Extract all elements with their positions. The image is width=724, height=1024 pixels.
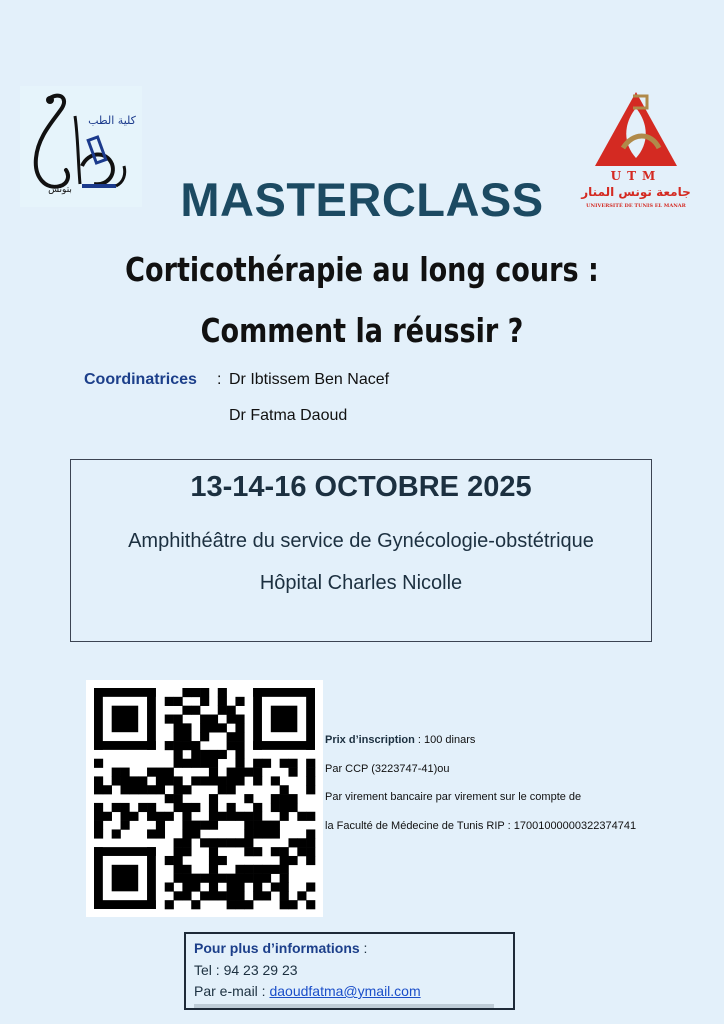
qr-module xyxy=(200,821,209,830)
qr-module xyxy=(94,847,103,909)
qr-module xyxy=(227,838,236,847)
email-label: Par e-mail : xyxy=(194,983,270,999)
qr-module xyxy=(209,838,218,847)
qr-module xyxy=(200,759,209,768)
qr-module xyxy=(271,776,280,785)
qr-module xyxy=(209,715,218,724)
page-title: MASTERCLASS xyxy=(180,173,544,226)
qr-module xyxy=(209,794,218,803)
qr-module xyxy=(244,900,253,909)
ccp-line: Par CCP (3223747-41)ou xyxy=(325,763,450,775)
qr-module xyxy=(235,732,244,741)
qr-module xyxy=(174,891,183,900)
qr-module xyxy=(271,847,280,856)
info-title-suffix: : xyxy=(359,940,368,956)
qr-module xyxy=(209,723,218,732)
qr-module xyxy=(244,821,253,830)
qr-module xyxy=(235,697,244,706)
info-box xyxy=(184,932,515,1010)
qr-module xyxy=(262,829,271,838)
qr-module xyxy=(271,882,280,891)
qr-module xyxy=(147,847,156,909)
qr-module xyxy=(253,829,262,838)
qr-module xyxy=(174,732,183,741)
logo-right-latin: UNIVERSITÉ DE TUNIS EL MANAR xyxy=(586,203,686,209)
qr-code-icon[interactable] xyxy=(86,680,323,917)
qr-module xyxy=(288,856,297,865)
qr-module xyxy=(227,812,236,821)
qr-module xyxy=(174,785,183,794)
qr-module xyxy=(280,785,289,794)
qr-module xyxy=(138,776,147,785)
price-value: : 100 dinars xyxy=(414,734,476,746)
qr-module xyxy=(165,856,174,865)
qr-module xyxy=(174,759,183,768)
qr-module xyxy=(94,741,156,750)
subtitle-line-2: Comment la réussir ? xyxy=(200,311,524,350)
qr-module xyxy=(94,688,103,750)
qr-module xyxy=(209,776,218,785)
qr-module xyxy=(129,776,138,785)
qr-module xyxy=(288,803,297,812)
qr-module xyxy=(235,750,244,759)
qr-module xyxy=(200,750,209,759)
coordinators-separator: : xyxy=(217,371,222,388)
qr-module xyxy=(227,732,236,741)
qr-module xyxy=(297,812,306,821)
qr-module xyxy=(288,794,297,803)
qr-module xyxy=(253,882,262,891)
qr-module xyxy=(94,847,156,856)
qr-module xyxy=(253,768,262,777)
qr-module xyxy=(94,688,156,697)
qr-module xyxy=(306,759,315,768)
qr-module xyxy=(112,803,121,812)
qr-module xyxy=(174,874,183,883)
qr-module xyxy=(227,785,236,794)
qr-module xyxy=(174,838,183,847)
qr-module xyxy=(112,706,139,733)
qr-module xyxy=(227,882,236,891)
qr-module xyxy=(253,891,262,900)
qr-module xyxy=(280,794,289,803)
qr-module xyxy=(156,768,165,777)
info-title-label: Pour plus d’informations xyxy=(194,940,360,956)
logo-left-arabic: كلية الطب xyxy=(88,114,136,127)
qr-module xyxy=(209,856,218,865)
qr-module xyxy=(227,776,236,785)
qr-module xyxy=(174,794,183,803)
qr-module xyxy=(235,891,244,900)
qr-module xyxy=(147,785,156,794)
qr-module xyxy=(218,706,227,715)
qr-module xyxy=(165,812,174,821)
qr-module xyxy=(156,821,165,830)
qr-module xyxy=(174,847,183,856)
qr-module xyxy=(182,741,191,750)
qr-module xyxy=(209,768,218,777)
rip-line: la Faculté de Médecine de Tunis RIP : 17001000000322374741 xyxy=(325,820,637,832)
qr-module xyxy=(165,900,174,909)
qr-module xyxy=(262,821,271,830)
info-email-line xyxy=(194,983,421,999)
qr-module xyxy=(280,847,289,856)
qr-module xyxy=(182,812,191,821)
qr-module xyxy=(147,768,156,777)
qr-module xyxy=(280,874,289,883)
qr-module xyxy=(209,891,218,900)
qr-module xyxy=(191,882,200,891)
qr-module xyxy=(147,688,156,750)
qr-module xyxy=(209,812,218,821)
qr-module xyxy=(147,829,156,838)
qr-module xyxy=(235,768,244,777)
qr-module xyxy=(191,776,200,785)
qr-module xyxy=(306,776,315,785)
qr-module xyxy=(235,882,244,891)
qr-module xyxy=(147,803,156,812)
qr-module xyxy=(209,847,218,856)
qr-module xyxy=(253,776,262,785)
qr-module xyxy=(209,750,218,759)
qr-module xyxy=(182,882,191,891)
qr-module xyxy=(253,821,262,830)
qr-module xyxy=(306,847,315,856)
qr-module xyxy=(182,706,191,715)
qr-module xyxy=(280,882,289,891)
qr-module xyxy=(121,812,130,821)
qr-module xyxy=(147,812,156,821)
qr-module xyxy=(235,900,244,909)
qr-module xyxy=(103,812,112,821)
qr-module xyxy=(227,706,236,715)
qr-module xyxy=(191,900,200,909)
qr-module xyxy=(121,821,130,830)
qr-module xyxy=(200,697,209,706)
qr-module xyxy=(174,776,183,785)
qr-module xyxy=(244,874,253,883)
qr-module xyxy=(306,688,315,750)
qr-module xyxy=(288,900,297,909)
qr-module xyxy=(174,741,183,750)
qr-module xyxy=(191,759,200,768)
qr-module xyxy=(280,900,289,909)
qr-module xyxy=(297,847,306,856)
qr-module xyxy=(244,768,253,777)
qr-module xyxy=(218,856,227,865)
qr-module xyxy=(288,838,297,847)
qr-module xyxy=(253,759,262,768)
qr-module xyxy=(209,874,218,883)
info-phone: Tel : 94 23 29 23 xyxy=(194,962,298,978)
qr-module xyxy=(191,706,200,715)
qr-module xyxy=(262,759,271,768)
qr-module xyxy=(306,838,315,847)
qr-module xyxy=(244,838,253,847)
logo-right-letters: UTM xyxy=(610,169,662,183)
qr-module xyxy=(165,776,174,785)
qr-module xyxy=(262,874,271,883)
qr-module xyxy=(253,741,315,750)
qr-module xyxy=(200,838,209,847)
qr-module xyxy=(112,865,139,892)
qr-module xyxy=(306,785,315,794)
qr-module xyxy=(306,829,315,838)
qr-module xyxy=(121,768,130,777)
qr-module xyxy=(174,865,183,874)
qr-module xyxy=(191,874,200,883)
qr-module xyxy=(182,732,191,741)
qr-module xyxy=(209,821,218,830)
qr-module xyxy=(174,715,183,724)
qr-module xyxy=(200,723,209,732)
qr-module xyxy=(209,882,218,891)
qr-module xyxy=(218,812,227,821)
qr-module xyxy=(200,688,209,697)
qr-module xyxy=(174,697,183,706)
qr-module xyxy=(227,803,236,812)
qr-module xyxy=(94,803,103,812)
qr-module xyxy=(182,723,191,732)
qr-module xyxy=(121,785,130,794)
qr-module xyxy=(280,891,289,900)
qr-module xyxy=(271,821,280,830)
qr-module xyxy=(182,759,191,768)
qr-module xyxy=(165,715,174,724)
qr-module xyxy=(297,838,306,847)
qr-module xyxy=(306,882,315,891)
coordinators-label: Coordinatrices xyxy=(84,371,197,388)
qr-module xyxy=(191,803,200,812)
qr-module xyxy=(235,715,244,724)
qr-module xyxy=(138,803,147,812)
qr-module xyxy=(165,794,174,803)
qr-module xyxy=(235,776,244,785)
qr-module xyxy=(235,865,244,874)
qr-module xyxy=(306,812,315,821)
qr-module xyxy=(262,891,271,900)
qr-module xyxy=(306,768,315,777)
qr-module xyxy=(227,715,236,724)
qr-module xyxy=(218,776,227,785)
qr-module xyxy=(182,891,191,900)
qr-module xyxy=(227,891,236,900)
event-details-box xyxy=(70,459,652,642)
logo-left-city: بتونس xyxy=(48,185,72,195)
qr-module xyxy=(94,829,103,838)
qr-module xyxy=(253,803,262,812)
qr-module xyxy=(280,803,289,812)
qr-module xyxy=(235,723,244,732)
qr-module xyxy=(121,776,130,785)
qr-module xyxy=(209,803,218,812)
qr-module xyxy=(227,768,236,777)
qr-module xyxy=(156,776,165,785)
coordinator-name: Dr Fatma Daoud xyxy=(229,407,348,424)
qr-module xyxy=(218,750,227,759)
qr-module xyxy=(253,865,262,874)
email-link[interactable]: daoudfatma@ymail.com xyxy=(269,983,421,999)
qr-module xyxy=(271,803,280,812)
qr-module xyxy=(156,785,165,794)
qr-module xyxy=(253,847,262,856)
qr-module xyxy=(200,715,209,724)
qr-module xyxy=(94,785,103,794)
qr-module xyxy=(182,821,191,830)
qr-module xyxy=(218,785,227,794)
qr-module xyxy=(191,750,200,759)
qr-module xyxy=(271,829,280,838)
logo-right-arabic: جامعة تونس المنار xyxy=(581,185,691,199)
qr-module xyxy=(244,829,253,838)
qr-module xyxy=(156,812,165,821)
coordinator-name: Dr Ibtissem Ben Nacef xyxy=(229,371,390,388)
price-line xyxy=(325,734,475,746)
qr-module xyxy=(182,688,191,697)
subtitle-line-1: Corticothérapie au long cours : xyxy=(125,250,599,289)
qr-module xyxy=(191,741,200,750)
qr-module xyxy=(288,768,297,777)
qr-module xyxy=(165,768,174,777)
qr-module xyxy=(165,697,174,706)
qr-module xyxy=(235,759,244,768)
qr-module xyxy=(271,706,298,733)
qr-module xyxy=(244,847,253,856)
qr-module xyxy=(200,776,209,785)
qr-module xyxy=(94,776,103,785)
qr-module xyxy=(280,759,289,768)
qr-module xyxy=(94,900,156,909)
qr-module xyxy=(121,803,130,812)
qr-module xyxy=(227,900,236,909)
qr-module xyxy=(129,812,138,821)
qr-module xyxy=(94,812,103,821)
qr-module xyxy=(112,829,121,838)
qr-module xyxy=(209,759,218,768)
qr-module xyxy=(218,874,227,883)
qr-module xyxy=(218,688,227,697)
qr-module xyxy=(138,785,147,794)
qr-module xyxy=(165,741,174,750)
qr-module xyxy=(200,874,209,883)
qr-module xyxy=(306,856,315,865)
qr-module xyxy=(182,785,191,794)
qr-module xyxy=(174,750,183,759)
qr-module xyxy=(182,803,191,812)
qr-module xyxy=(182,829,191,838)
qr-module xyxy=(306,900,315,909)
qr-module xyxy=(182,838,191,847)
qr-module xyxy=(191,688,200,697)
qr-module xyxy=(253,874,262,883)
qr-module xyxy=(218,723,227,732)
qr-module xyxy=(218,697,227,706)
venue-line-2: Hôpital Charles Nicolle xyxy=(259,572,463,594)
qr-module xyxy=(165,882,174,891)
qr-module xyxy=(262,865,271,874)
qr-module xyxy=(235,812,244,821)
qr-module xyxy=(94,759,103,768)
bank-line: Par virement bancaire par virement sur le compte de xyxy=(325,791,582,803)
qr-module xyxy=(244,812,253,821)
qr-module xyxy=(182,865,191,874)
qr-module xyxy=(218,891,227,900)
qr-module xyxy=(200,891,209,900)
venue-line-1: Amphithéâtre du service de Gynécologie-obstétrique xyxy=(128,530,594,552)
qr-module xyxy=(174,723,183,732)
qr-module xyxy=(271,794,280,803)
qr-module xyxy=(280,812,289,821)
qr-module xyxy=(253,688,315,697)
qr-module xyxy=(280,856,289,865)
qr-module xyxy=(156,829,165,838)
qr-module xyxy=(244,865,253,874)
event-dates: 13-14-16 OCTOBRE 2025 xyxy=(190,471,532,503)
qr-module xyxy=(112,776,121,785)
qr-module xyxy=(129,785,138,794)
qr-module xyxy=(112,768,121,777)
qr-module xyxy=(174,803,183,812)
qr-module xyxy=(271,865,280,874)
qr-module xyxy=(94,821,103,830)
qr-module xyxy=(218,838,227,847)
qr-module xyxy=(235,874,244,883)
qr-module xyxy=(235,741,244,750)
qr-module xyxy=(227,741,236,750)
info-title xyxy=(194,940,367,956)
price-label: Prix d’inscription xyxy=(325,734,415,746)
qr-module xyxy=(191,829,200,838)
qr-module xyxy=(280,865,289,874)
qr-module xyxy=(235,838,244,847)
qr-module xyxy=(182,847,191,856)
qr-module xyxy=(297,891,306,900)
qr-module xyxy=(182,874,191,883)
qr-module xyxy=(244,794,253,803)
qr-module xyxy=(200,732,209,741)
qr-module xyxy=(191,821,200,830)
qr-module xyxy=(253,688,262,750)
qr-module xyxy=(253,812,262,821)
qr-module xyxy=(103,785,112,794)
cut-off-line xyxy=(194,1004,494,1008)
qr-module xyxy=(288,759,297,768)
qr-module xyxy=(209,865,218,874)
qr-module xyxy=(174,856,183,865)
qr-code-graphic xyxy=(86,680,323,917)
qr-module xyxy=(227,874,236,883)
